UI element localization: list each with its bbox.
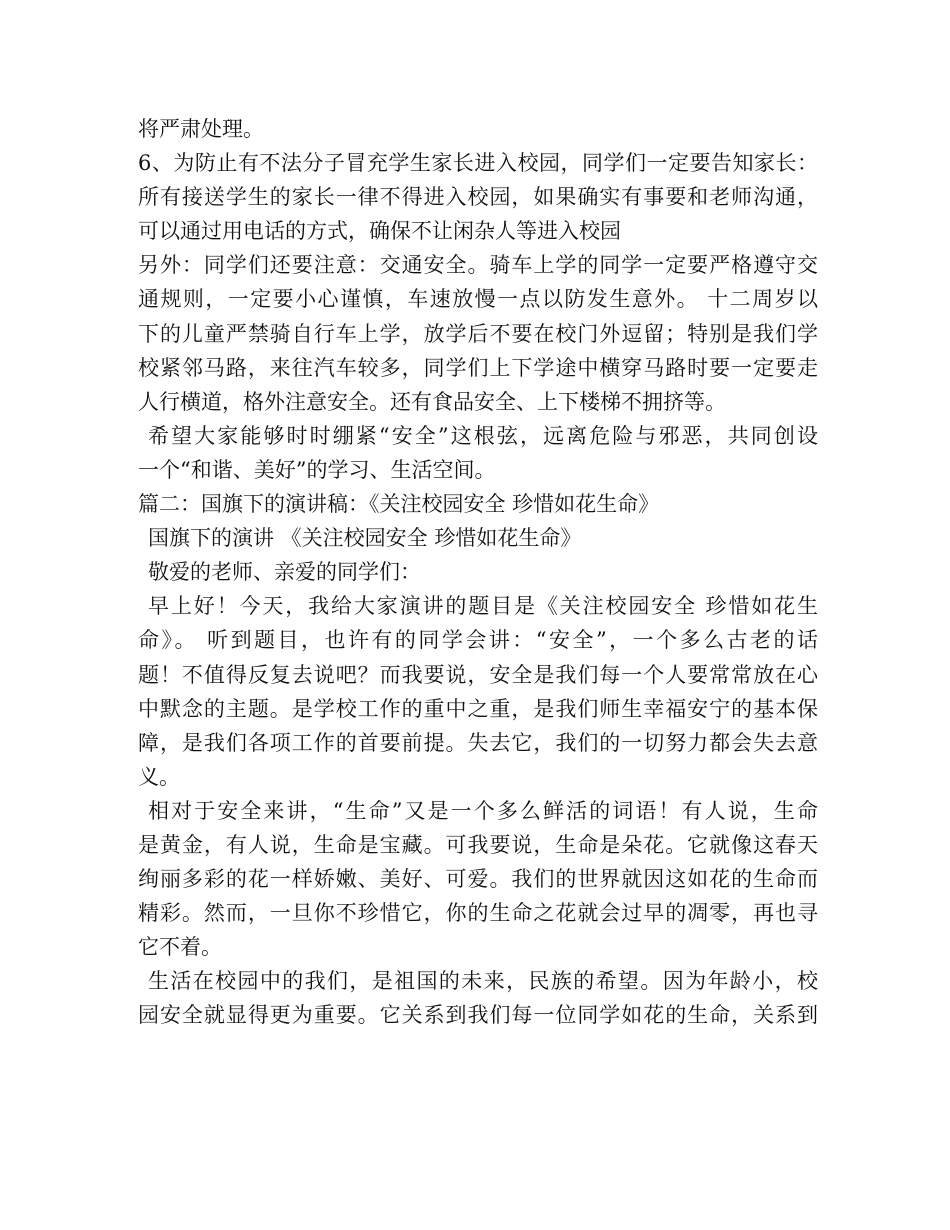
text-line: 将严肃处理。 (138, 117, 264, 141)
text-line: 校紧邻马路，来往汽车较多，同学们上下学途中横穿马路时要一定要走 (138, 355, 818, 380)
text-line: 早上好！今天，我给大家演讲的题目是《关注校园安全 珍惜如花生 (148, 594, 818, 619)
text-line: 通规则，一定要小心谨慎，车速放慢一点以防发生意外。 十二周岁以 (138, 287, 818, 312)
text-line: 园安全就显得更为重要。它关系到我们每一位同学如花的生命，关系到 (138, 1003, 818, 1028)
text-line: 6、为防止有不法分子冒充学生家长进入校园，同学们一定要告知家长： (138, 151, 818, 176)
speech-title: 国旗下的演讲 《关注校园安全 珍惜如花生命》 (148, 526, 582, 551)
text-line: 题！不值得反复去说吧？而我要说，安全是我们每一个人要常常放在心 (138, 662, 818, 687)
text-line: 义。 (138, 764, 180, 789)
text-line: 可以通过用电话的方式，确保不让闲杂人等进入校园 (138, 219, 621, 244)
text-line: 一个“和谐、美好”的学习、生活空间。 (138, 457, 496, 482)
text-line: 所有接送学生的家长一律不得进入校园，如果确实有事要和老师沟通， (138, 185, 818, 210)
text-line: 障，是我们各项工作的首要前提。失去它，我们的一切努力都会失去意 (138, 730, 818, 755)
text-line: 中默念的主题。是学校工作的重中之重，是我们师生幸福安宁的基本保 (138, 696, 818, 721)
text-line: 人行横道，格外注意安全。还有食品安全、上下楼梯不拥挤等。 (138, 389, 726, 414)
text-line: 生活在校园中的我们，是祖国的未来，民族的希望。因为年龄小，校 (148, 969, 818, 994)
text-line: 另外：同学们还要注意：交通安全。骑车上学的同学一定要严格遵守交 (138, 253, 818, 278)
text-line: 它不着。 (138, 935, 222, 960)
document-body (138, 112, 818, 1033)
text-line: 希望大家能够时时绷紧“安全”这根弦，远离危险与邪恶，共同创设 (148, 423, 818, 448)
text-line: 绚丽多彩的花一样娇嫩、美好、可爱。我们的世界就因这如花的生命而 (138, 867, 818, 892)
salutation: 敬爱的老师、亲爱的同学们： (148, 560, 421, 585)
text-line: 是黄金，有人说，生命是宝藏。可我要说，生命是朵花。它就像这春天 (138, 832, 818, 857)
text-line: 命》。 听到题目，也许有的同学会讲：“安全”，一个多么古老的话 (138, 628, 818, 653)
text-line: 相对于安全来讲，“生命”又是一个多么鲜活的词语！有人说，生命 (148, 798, 818, 823)
text-line: 精彩。然而，一旦你不珍惜它，你的生命之花就会过早的凋零，再也寻 (138, 901, 818, 926)
section-heading: 篇二：国旗下的演讲稿：《关注校园安全 珍惜如花生命》 (138, 492, 660, 517)
text-line: 下的儿童严禁骑自行车上学，放学后不要在校门外逗留；特别是我们学 (138, 321, 818, 346)
